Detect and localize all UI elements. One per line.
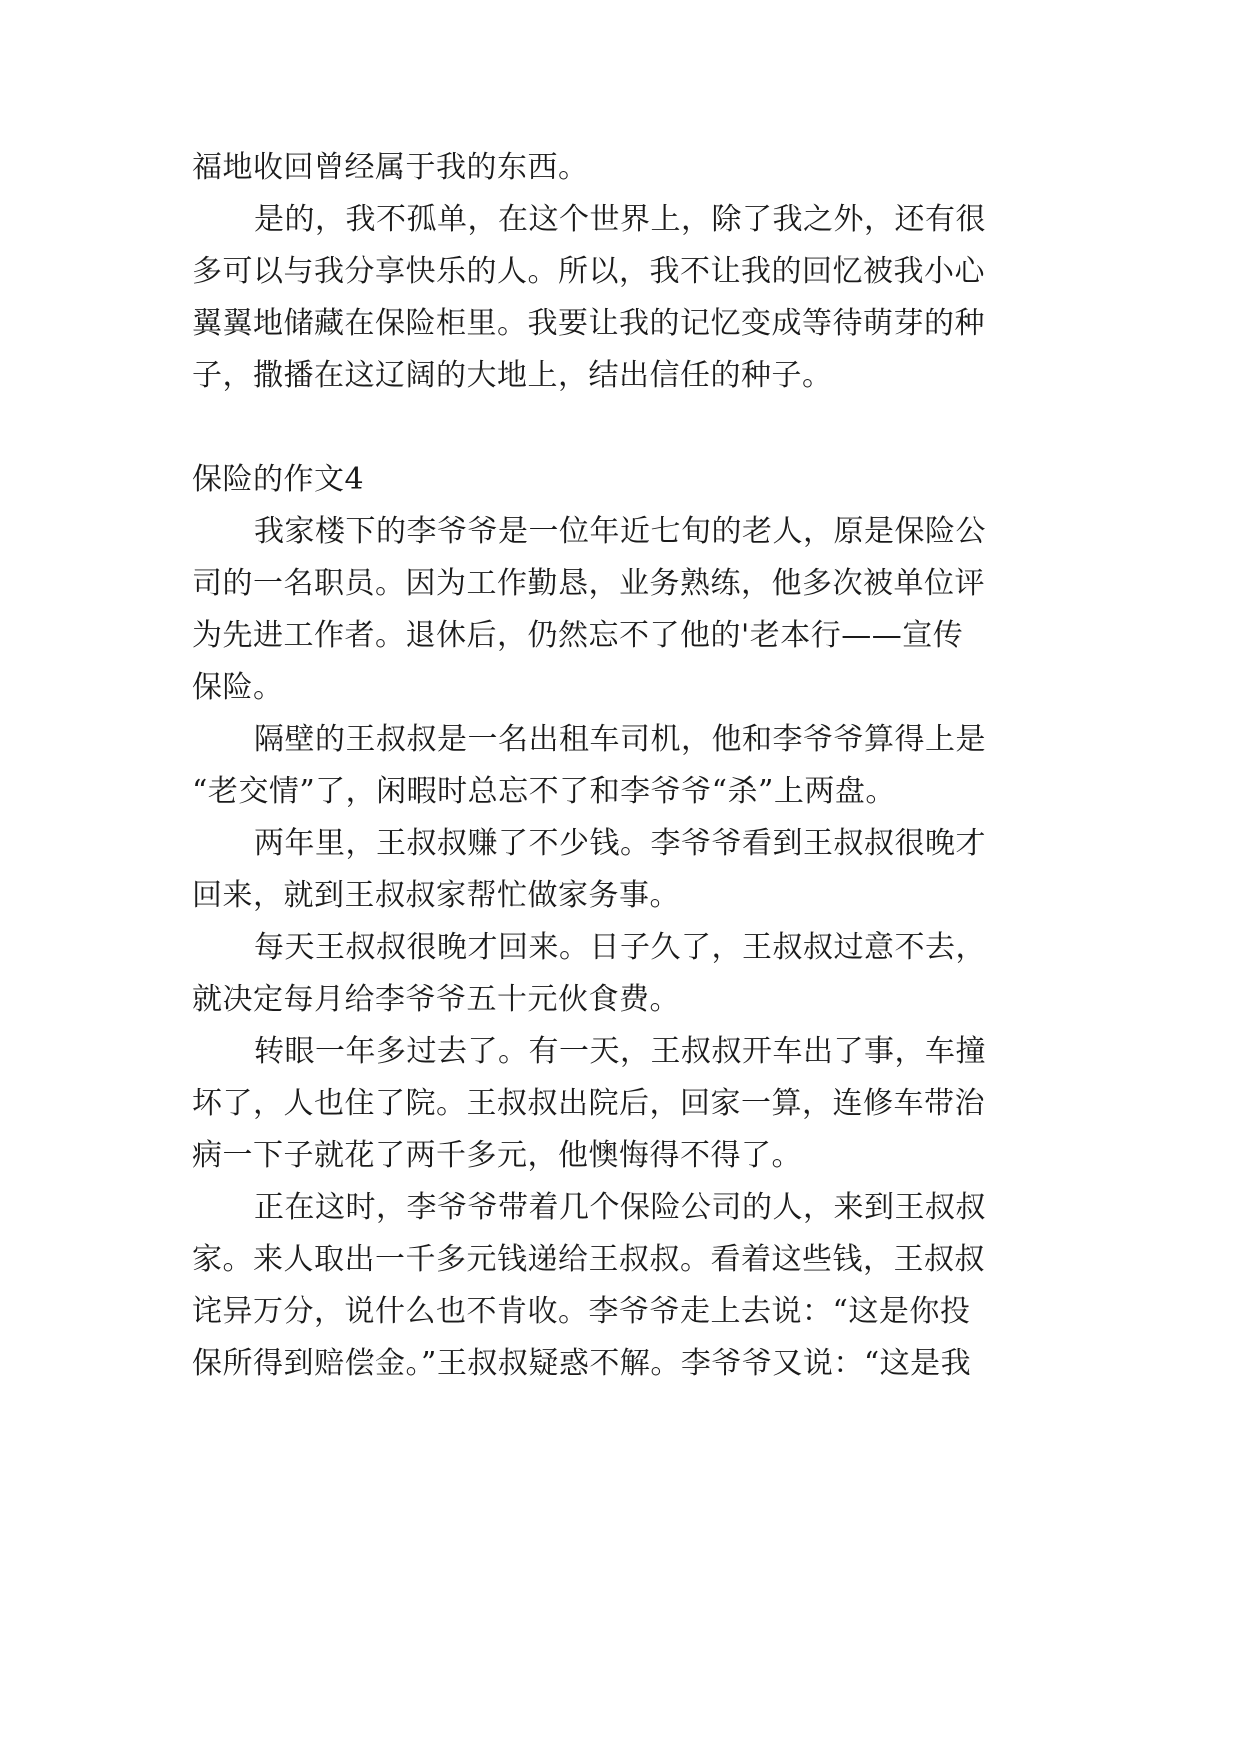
paragraph-line: 正在这时，李爷爷带着几个保险公司的人，来到王叔叔	[254, 1190, 986, 1225]
paragraph-line: 保所得到赔偿金。”王叔叔疑惑不解。李爷爷又说：“这是我	[192, 1346, 972, 1381]
paragraph-line: 隔壁的王叔叔是一名出租车司机，他和李爷爷算得上是	[254, 722, 986, 757]
paragraph-line: 翼翼地储藏在保险柜里。我要让我的记忆变成等待萌芽的种	[192, 306, 985, 341]
paragraph-line: 是的，我不孤单，在这个世界上，除了我之外，还有很	[254, 202, 986, 237]
paragraph-line: 为先进工作者。退休后，仍然忘不了他的'老本行——宣传	[192, 618, 964, 653]
paragraph-line: “老交情”了，闲暇时总忘不了和李爷爷“杀”上两盘。	[192, 774, 896, 809]
paragraph-line: 诧异万分，说什么也不肯收。李爷爷走上去说：“这是你投	[192, 1294, 971, 1329]
paragraph-line: 坏了，人也住了院。王叔叔出院后，回家一算，连修车带治	[192, 1086, 985, 1121]
paragraph-line: 就决定每月给李爷爷五十元伙食费。	[192, 982, 680, 1017]
paragraph-line: 司的一名职员。因为工作勤恳，业务熟练，他多次被单位评	[192, 566, 985, 601]
paragraph-line: 子，撒播在这辽阔的大地上，结出信任的种子。	[192, 358, 833, 393]
paragraph-line: 福地收回曾经属于我的东西。	[192, 150, 589, 185]
paragraph-line: 保险。	[192, 670, 284, 705]
paragraph-line: 转眼一年多过去了。有一天，王叔叔开车出了事，车撞	[254, 1034, 986, 1069]
paragraph-line: 家。来人取出一千多元钱递给王叔叔。看着这些钱，王叔叔	[192, 1242, 985, 1277]
paragraph-line: 我家楼下的李爷爷是一位年近七旬的老人，原是保险公	[254, 514, 986, 549]
paragraph-line: 多可以与我分享快乐的人。所以，我不让我的回忆被我小心	[192, 254, 985, 289]
paragraph-line: 每天王叔叔很晚才回来。日子久了，王叔叔过意不去，	[254, 930, 986, 965]
paragraph-line: 回来，就到王叔叔家帮忙做家务事。	[192, 878, 680, 913]
paragraph-line: 病一下子就花了两千多元，他懊悔得不得了。	[192, 1138, 802, 1173]
section-heading: 保险的作文4	[192, 462, 365, 497]
paragraph-line: 两年里，王叔叔赚了不少钱。李爷爷看到王叔叔很晚才	[254, 826, 986, 861]
